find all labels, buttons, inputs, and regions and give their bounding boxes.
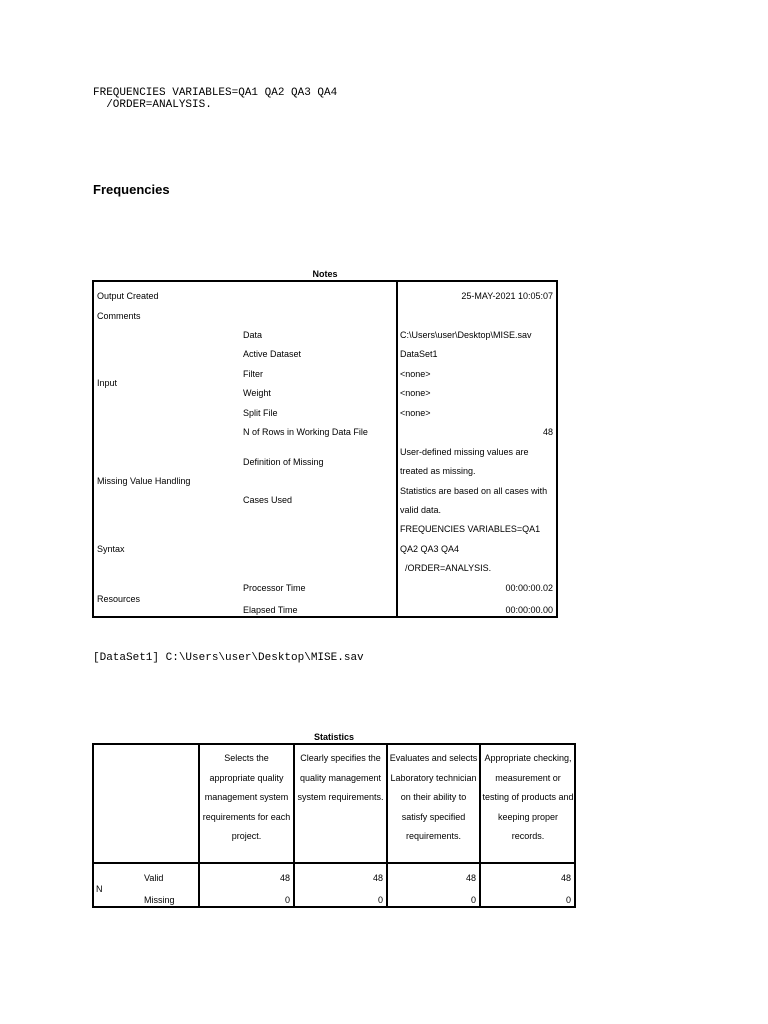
cases-used-line-2: valid data. (400, 505, 442, 515)
missing-value-2: 0 (377, 895, 383, 905)
output-created-label: Output Created (97, 291, 159, 301)
n-rows-value: 48 (542, 427, 553, 437)
processor-time-value: 00:00:00.02 (505, 583, 553, 593)
filter-value: <none> (400, 369, 431, 379)
cases-used-line-1: Statistics are based on all cases with (400, 486, 548, 496)
statistics-header-divider (92, 862, 576, 864)
elapsed-time-value: 00:00:00.00 (505, 605, 553, 615)
valid-value-3: 48 (465, 873, 476, 883)
missing-value-1: 0 (284, 895, 290, 905)
notes-syntax-line-3: /ORDER=ANALYSIS. (400, 563, 492, 573)
syntax-label: Syntax (97, 544, 125, 554)
valid-label: Valid (144, 873, 164, 883)
weight-label: Weight (243, 388, 271, 398)
syntax-line-2: /ORDER=ANALYSIS. (93, 99, 212, 111)
dataset-line: [DataSet1] C:\Users\user\Desktop\MISE.sav (93, 652, 364, 664)
definition-of-missing-label: Definition of Missing (243, 457, 324, 467)
n-label: N (96, 884, 103, 894)
split-file-value: <none> (400, 408, 431, 418)
statistics-divider-1 (198, 743, 200, 908)
statistics-caption: Statistics (313, 732, 355, 742)
active-dataset-label: Active Dataset (243, 349, 302, 359)
notes-caption: Notes (312, 269, 338, 279)
filter-label: Filter (243, 369, 263, 379)
active-dataset-value: DataSet1 (400, 349, 438, 359)
syntax-line-1: FREQUENCIES VARIABLES=QA1 QA2 QA3 QA4 (93, 87, 338, 99)
cases-used-label: Cases Used (243, 495, 293, 505)
data-value: C:\Users\user\Desktop\MISE.sav (400, 330, 532, 340)
valid-value-1: 48 (279, 873, 290, 883)
definition-of-missing-line-1: User-defined missing values are (400, 447, 529, 457)
statistics-divider-2 (293, 743, 295, 908)
statistics-divider-4 (479, 743, 481, 908)
statistics-column-header-3: Evaluates and selects Laboratory technician on their ability to satisfy specified requirements. (389, 753, 478, 841)
data-label: Data (243, 330, 263, 340)
resources-label: Resources (97, 594, 141, 604)
definition-of-missing-line-2: treated as missing. (400, 466, 476, 476)
output-created-value: 25-MAY-2021 10:05:07 (461, 291, 553, 301)
missing-label: Missing (144, 895, 175, 905)
input-label: Input (97, 378, 118, 388)
statistics-column-header-4: Appropriate checking, measurement or testing of products and keeping proper records. (482, 753, 574, 841)
missing-value-3: 0 (470, 895, 476, 905)
notes-column-divider (396, 280, 398, 618)
frequencies-heading: Frequencies (93, 182, 170, 197)
statistics-column-header-1: Selects the appropriate quality management system requirements for each project. (202, 753, 291, 841)
elapsed-time-label: Elapsed Time (243, 605, 298, 615)
valid-value-2: 48 (372, 873, 383, 883)
valid-value-4: 48 (560, 873, 571, 883)
statistics-column-header-2: Clearly specifies the quality management system requirements. (297, 753, 384, 802)
notes-syntax-line-1: FREQUENCIES VARIABLES=QA1 (400, 524, 541, 534)
notes-syntax-line-2: QA2 QA3 QA4 (400, 544, 460, 554)
split-file-label: Split File (243, 408, 278, 418)
n-rows-label: N of Rows in Working Data File (243, 427, 368, 437)
comments-label: Comments (97, 311, 141, 321)
statistics-divider-3 (386, 743, 388, 908)
processor-time-label: Processor Time (243, 583, 306, 593)
missing-value-4: 0 (565, 895, 571, 905)
weight-value: <none> (400, 388, 431, 398)
missing-value-handling-label: Missing Value Handling (97, 476, 191, 486)
